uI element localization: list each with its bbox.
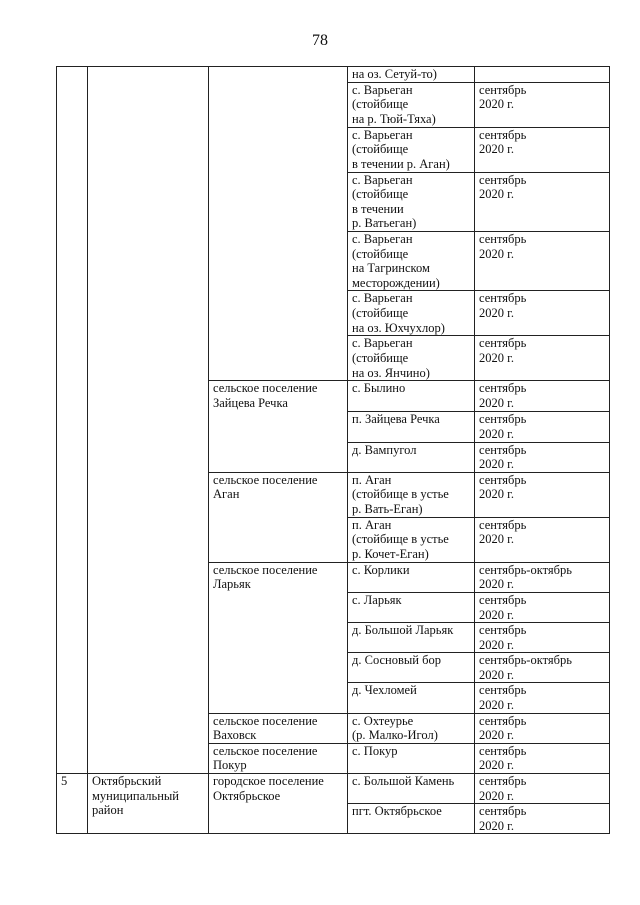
locality-cell	[348, 381, 475, 412]
locality-cell	[348, 82, 475, 127]
date-cell	[475, 713, 610, 743]
settlement-cell	[209, 562, 348, 713]
date-cell	[475, 472, 610, 517]
date-cell	[475, 683, 610, 713]
date-text: сентябрь 2020 г.	[479, 774, 527, 803]
locality-text: д. Чехломей	[352, 683, 417, 698]
date-cell	[475, 562, 610, 592]
locality-text: с. Покур	[352, 743, 398, 758]
date-text: сентябрь 2020 г.	[479, 683, 527, 713]
locality-text: с. Варьеган (стойбище на р. Тюй-Тяха)	[352, 82, 436, 126]
locality-cell	[348, 67, 475, 83]
date-text: сентябрь 2020 г.	[479, 472, 527, 502]
district-cell	[88, 774, 209, 834]
settlement-cell	[209, 774, 348, 834]
settlement-text: сельское поселение Ларьяк	[213, 562, 318, 592]
row-number-cell	[57, 67, 88, 774]
settlement-cell	[209, 743, 348, 773]
locality-cell	[348, 743, 475, 773]
date-cell	[475, 127, 610, 172]
date-cell	[475, 291, 610, 336]
settlement-text: городское поселение Октябрьское	[213, 774, 324, 803]
settlement-cell	[209, 472, 348, 562]
date-text: сентябрь 2020 г.	[479, 231, 527, 261]
district-cell	[88, 67, 209, 774]
district-text: Октябрьский муниципальный район	[92, 774, 179, 818]
schedule-table	[56, 66, 610, 834]
date-text: сентябрь-октябрь 2020 г.	[479, 562, 572, 592]
settlement-cell	[209, 67, 348, 381]
date-cell	[475, 592, 610, 622]
date-cell	[475, 412, 610, 442]
locality-text: с. Большой Камень	[352, 774, 455, 789]
locality-cell	[348, 172, 475, 231]
date-cell	[475, 517, 610, 562]
locality-text: п. Зайцева Речка	[352, 412, 440, 427]
locality-cell	[348, 472, 475, 517]
locality-text: с. Варьеган (стойбище на оз. Янчино)	[352, 336, 430, 380]
locality-cell	[348, 623, 475, 653]
locality-cell	[348, 336, 475, 381]
date-text: сентябрь 2020 г.	[479, 804, 527, 833]
locality-text: с. Корлики	[352, 562, 410, 577]
settlement-cell	[209, 381, 348, 472]
date-text: сентябрь 2020 г.	[479, 336, 527, 365]
locality-cell	[348, 442, 475, 472]
settlement-text: сельское поселение Зайцева Речка	[213, 381, 318, 410]
date-text: сентябрь 2020 г.	[479, 713, 527, 743]
date-cell	[475, 231, 610, 290]
locality-text: на оз. Сетуй-то)	[352, 67, 437, 81]
locality-cell	[348, 412, 475, 442]
locality-cell	[348, 291, 475, 336]
table-row	[57, 67, 610, 83]
locality-cell	[348, 517, 475, 562]
locality-text: д. Вампугол	[352, 442, 417, 457]
locality-text: с. Варьеган (стойбище на Тагринском месторождении)	[352, 231, 440, 290]
date-cell	[475, 743, 610, 773]
date-cell	[475, 381, 610, 412]
date-text: сентябрь 2020 г.	[479, 442, 527, 472]
locality-text: п. Аган (стойбище в устье р. Вать-Еган)	[352, 472, 449, 516]
locality-text: с. Варьеган (стойбище в течении р. Ватьеган)	[352, 172, 417, 231]
settlement-text: сельское поселение Аган	[213, 472, 318, 502]
date-text: сентябрь 2020 г.	[479, 172, 527, 202]
date-text: сентябрь 2020 г.	[479, 291, 527, 320]
locality-text: с. Былино	[352, 381, 406, 396]
locality-text: пгт. Октябрьское	[352, 804, 442, 819]
settlement-cell	[209, 713, 348, 743]
date-cell	[475, 442, 610, 472]
locality-text: с. Варьеган (стойбище в течении р. Аган)	[352, 127, 450, 171]
settlement-text: сельское поселение Ваховск	[213, 713, 318, 743]
table-row	[57, 774, 610, 804]
date-text: сентябрь 2020 г.	[479, 381, 527, 410]
locality-text: с. Ларьяк	[352, 592, 402, 607]
locality-text: с. Охтеурье (р. Малко-Игол)	[352, 713, 438, 743]
date-text: сентябрь 2020 г.	[479, 127, 527, 157]
locality-text: п. Аган (стойбище в устье р. Кочет-Еган)	[352, 517, 449, 561]
date-text: сентябрь 2020 г.	[479, 743, 527, 773]
locality-cell	[348, 713, 475, 743]
locality-text: д. Сосновый бор	[352, 653, 441, 668]
locality-cell	[348, 774, 475, 804]
date-cell	[475, 774, 610, 804]
date-text: сентябрь 2020 г.	[479, 592, 527, 622]
locality-text: д. Большой Ларьяк	[352, 623, 454, 638]
date-cell	[475, 623, 610, 653]
date-cell	[475, 172, 610, 231]
locality-cell	[348, 562, 475, 592]
locality-cell	[348, 127, 475, 172]
locality-cell	[348, 231, 475, 290]
row-number-text: 5	[61, 774, 68, 789]
date-text: сентябрь 2020 г.	[479, 623, 527, 652]
page-number: 78	[312, 32, 328, 49]
date-cell	[475, 336, 610, 381]
date-text: сентябрь 2020 г.	[479, 517, 527, 547]
date-text: сентябрь 2020 г.	[479, 82, 527, 112]
date-text: сентябрь 2020 г.	[479, 412, 527, 441]
date-cell	[475, 804, 610, 834]
date-cell	[475, 653, 610, 683]
date-cell	[475, 82, 610, 127]
date-cell	[475, 67, 610, 83]
locality-cell	[348, 653, 475, 683]
locality-cell	[348, 592, 475, 622]
row-number-cell	[57, 774, 88, 834]
date-text: сентябрь-октябрь 2020 г.	[479, 653, 572, 682]
locality-cell	[348, 804, 475, 834]
locality-text: с. Варьеган (стойбище на оз. Юхчухлор)	[352, 291, 445, 335]
locality-cell	[348, 683, 475, 713]
settlement-text: сельское поселение Покур	[213, 743, 318, 773]
